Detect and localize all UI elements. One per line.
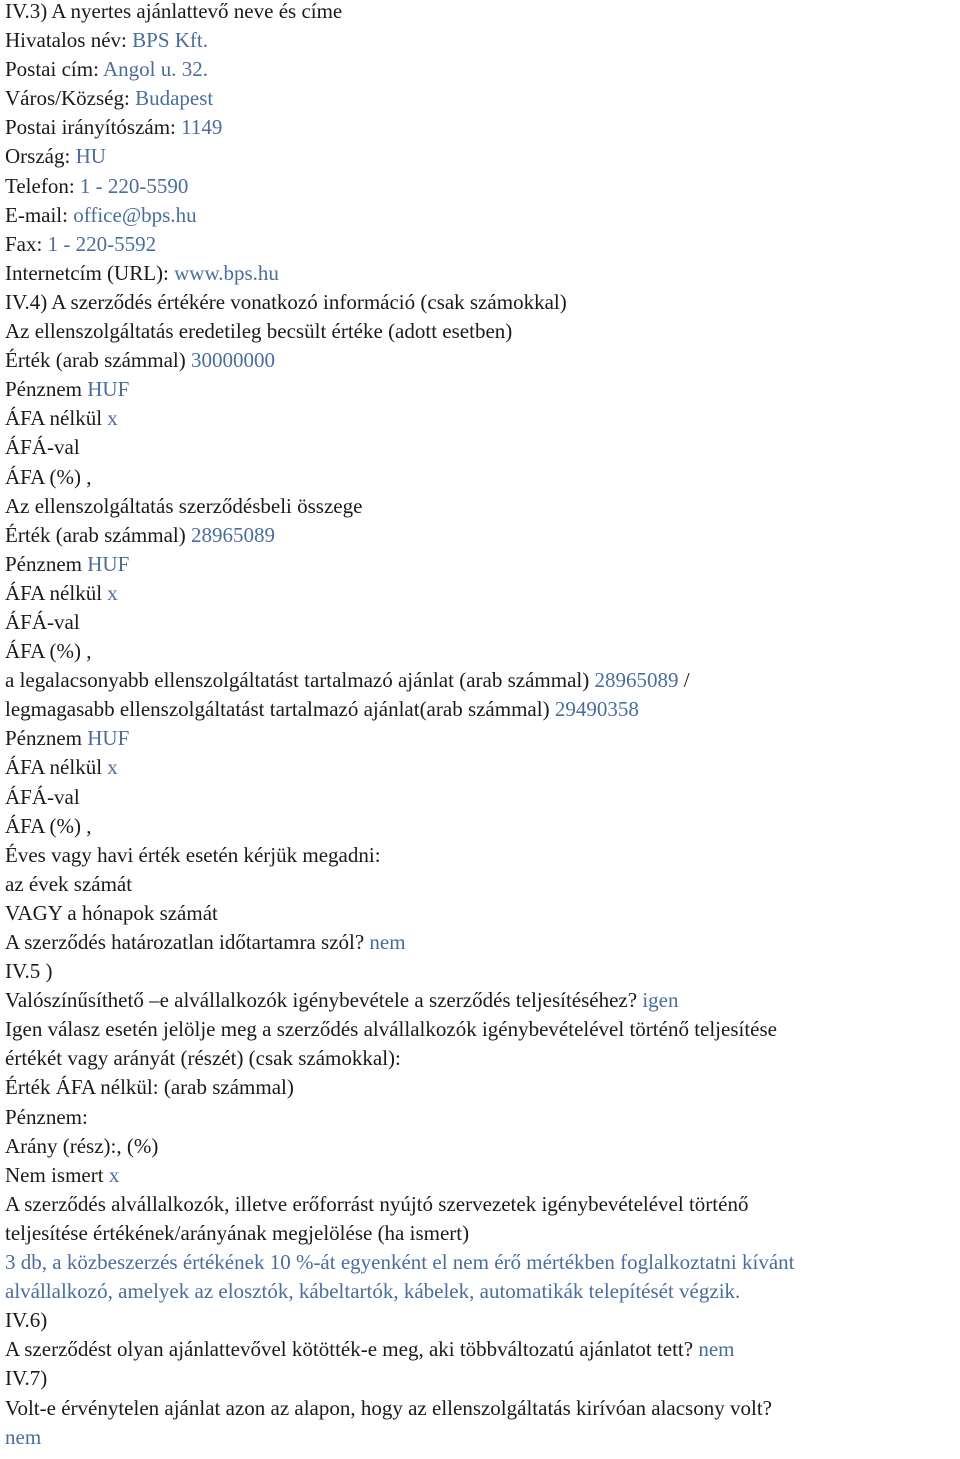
invalid-question: Volt-e érvénytelen ajánlat azon az alapon, hogy az ellenszolgáltatás kirívóan alacsony volt? — [5, 1395, 772, 1420]
subcontract-question: Valószínűsíthető –e alvállalkozók igénybevétele a szerződés teljesítéséhez? — [5, 988, 638, 1013]
months-row — [5, 899, 957, 928]
subcontract-answer: igen — [642, 988, 679, 1013]
range-separator: / — [683, 668, 690, 693]
range-vat-excl-row — [5, 753, 957, 782]
vat-excl-label: ÁFA nélkül — [5, 755, 103, 780]
postcode-row — [5, 113, 957, 142]
heading-text: IV.4) A szerződés értékére vonatkozó információ (csak számokkal) — [5, 289, 567, 314]
value-label: Érték (arab számmal) — [5, 348, 186, 373]
years-row — [5, 870, 957, 899]
subcontract-ratio-label: Arány (rész):, (%) — [5, 1133, 159, 1158]
contract-currency-row — [5, 550, 957, 579]
email-label: E-mail: — [5, 202, 68, 227]
range-vat-incl-row — [5, 783, 957, 812]
subcontract-description-line2 — [5, 1219, 957, 1248]
fax-row — [5, 230, 957, 259]
estimated-title — [5, 317, 957, 346]
variant-question-row — [5, 1335, 957, 1364]
contract-title-text: Az ellenszolgáltatás szerződésbeli összege — [5, 493, 363, 518]
months-label: VAGY a hónapok számát — [5, 900, 218, 925]
country-row — [5, 142, 957, 171]
subcontract-answer-text: alvállalkozó, amelyek az elosztók, kábeltartók, kábelek, automatikák telepítését végzik. — [5, 1279, 741, 1304]
unknown-label: Nem ismert — [5, 1162, 104, 1187]
currency-value: HUF — [87, 726, 130, 751]
contract-value-row — [5, 521, 957, 550]
fax-label: Fax: — [5, 231, 43, 256]
official-name-label: Hivatalos név: — [5, 28, 127, 53]
fax-value: 1 - 220-5592 — [47, 231, 157, 256]
phone-row — [5, 172, 957, 201]
contract-title — [5, 492, 957, 521]
official-name-value: BPS Kft. — [132, 28, 208, 53]
currency-value: HUF — [87, 551, 130, 576]
heading-text: IV.5 ) — [5, 959, 53, 984]
indefinite-value: nem — [369, 930, 406, 954]
subcontract-ratio-row — [5, 1132, 957, 1161]
instruction-text: Igen válasz esetén jelölje meg a szerződés alvállalkozók igénybevételével történő teljesítése — [5, 1017, 777, 1042]
vat-incl-label: ÁFÁ-val — [5, 609, 80, 634]
vat-incl-label: ÁFÁ-val — [5, 435, 80, 460]
range-vat-percent-row — [5, 812, 957, 841]
section-heading-iv3 — [5, 0, 957, 26]
postal-address-row — [5, 55, 957, 84]
url-row — [5, 259, 957, 288]
variant-answer: nem — [698, 1337, 735, 1362]
phone-label: Telefon: — [5, 173, 75, 198]
instruction-text: értékét vagy arányát (részét) (csak számokkal): — [5, 1046, 401, 1071]
estimated-vat-incl-row — [5, 433, 957, 462]
range-currency-row — [5, 724, 957, 753]
phone-value: 1 - 220-5590 — [79, 173, 189, 198]
subcontract-instruction-line2 — [5, 1044, 957, 1073]
highest-offer-row — [5, 695, 957, 724]
section-heading-iv4 — [5, 288, 957, 317]
lowest-offer-label: a legalacsonyabb ellenszolgáltatást tartalmazó ajánlat (arab számmal) — [5, 668, 590, 693]
postal-address-label: Postai cím: — [5, 57, 99, 82]
country-label: Ország: — [5, 144, 71, 169]
section-heading-iv6 — [5, 1306, 957, 1335]
section-heading-iv7 — [5, 1364, 957, 1393]
document-body — [5, 0, 957, 1452]
indefinite-label: A szerződés határozatlan időtartamra szól? — [5, 930, 365, 954]
country-value: HU — [75, 144, 106, 169]
highest-offer-value: 29490358 — [554, 697, 639, 722]
currency-label: Pénznem — [5, 726, 82, 751]
vat-excl-label: ÁFA nélkül — [5, 406, 103, 431]
estimated-vat-excl-row — [5, 404, 957, 433]
official-name-row — [5, 26, 957, 55]
heading-text: IV.3) A nyertes ajánlattevő neve és címe — [5, 0, 343, 23]
vat-excl-mark: x — [107, 755, 118, 780]
variant-question: A szerződést olyan ajánlattevővel kötötték-e meg, aki többváltozatú ajánlatot tett? — [5, 1337, 694, 1362]
city-row — [5, 84, 957, 113]
subcontract-value-label: Érték ÁFA nélkül: (arab számmal) — [5, 1075, 294, 1100]
invalid-question-row — [5, 1394, 957, 1423]
currency-value: HUF — [87, 377, 130, 402]
vat-excl-label: ÁFA nélkül — [5, 580, 103, 605]
contract-value: 28965089 — [191, 522, 275, 547]
vat-percent-label: ÁFA (%) , — [5, 639, 92, 664]
subcontract-value-row — [5, 1073, 957, 1102]
subcontract-currency-label: Pénznem: — [5, 1104, 88, 1129]
estimated-currency-row — [5, 375, 957, 404]
subcontract-unknown-row — [5, 1161, 957, 1190]
unknown-mark: x — [108, 1162, 120, 1187]
annual-monthly-row — [5, 841, 957, 870]
heading-text: IV.7) — [5, 1366, 48, 1391]
subcontract-instruction-line1 — [5, 1015, 957, 1044]
estimated-title-text: Az ellenszolgáltatás eredetileg becsült értéke (adott esetben) — [5, 319, 513, 344]
vat-excl-mark: x — [107, 580, 118, 605]
vat-incl-label: ÁFÁ-val — [5, 784, 80, 809]
estimated-value: 30000000 — [191, 348, 275, 373]
estimated-value-row — [5, 346, 957, 375]
postcode-label: Postai irányítószám: — [5, 115, 176, 140]
contract-vat-excl-row — [5, 579, 957, 608]
url-label: Internetcím (URL): — [5, 260, 169, 285]
subcontract-question-row — [5, 986, 957, 1015]
indefinite-row — [5, 928, 957, 957]
city-value: Budapest — [135, 86, 214, 111]
currency-label: Pénznem — [5, 377, 82, 402]
contract-vat-incl-row — [5, 608, 957, 637]
currency-label: Pénznem — [5, 551, 82, 576]
postcode-value: 1149 — [181, 115, 223, 140]
estimated-vat-percent-row — [5, 463, 957, 492]
lowest-offer-row — [5, 666, 957, 695]
heading-text: IV.6) — [5, 1308, 48, 1333]
invalid-answer-row — [5, 1423, 957, 1452]
subcontract-answer-line2 — [5, 1277, 957, 1306]
vat-excl-mark: x — [107, 406, 118, 431]
value-label: Érték (arab számmal) — [5, 522, 186, 547]
url-value: www.bps.hu — [174, 260, 279, 285]
subcontract-answer-text: 3 db, a közbeszerzés értékének 10 %-át egyenként el nem érő mértékben foglalkoztatni kívánt — [5, 1250, 795, 1275]
lowest-offer-value: 28965089 — [594, 668, 679, 693]
subcontract-currency-row — [5, 1103, 957, 1132]
city-label: Város/Község: — [5, 86, 130, 111]
description-text: teljesítése értékének/arányának megjelölése (ha ismert) — [5, 1220, 470, 1245]
annual-monthly-label: Éves vagy havi érték esetén kérjük megadni: — [5, 842, 381, 867]
contract-vat-percent-row — [5, 637, 957, 666]
vat-percent-label: ÁFA (%) , — [5, 464, 92, 489]
years-label: az évek számát — [5, 871, 133, 896]
invalid-answer: nem — [5, 1424, 42, 1449]
subcontract-answer-line1 — [5, 1248, 957, 1277]
subcontract-description-line1 — [5, 1190, 957, 1219]
email-row — [5, 201, 957, 230]
email-value: office@bps.hu — [73, 202, 197, 227]
section-heading-iv5 — [5, 957, 957, 986]
highest-offer-label: legmagasabb ellenszolgáltatást tartalmazó ajánlat(arab számmal) — [5, 697, 550, 722]
vat-percent-label: ÁFA (%) , — [5, 813, 92, 838]
description-text: A szerződés alvállalkozók, illetve erőforrást nyújtó szervezetek igénybevételével történő — [5, 1191, 749, 1216]
postal-address-value: Angol u. 32. — [103, 57, 209, 82]
